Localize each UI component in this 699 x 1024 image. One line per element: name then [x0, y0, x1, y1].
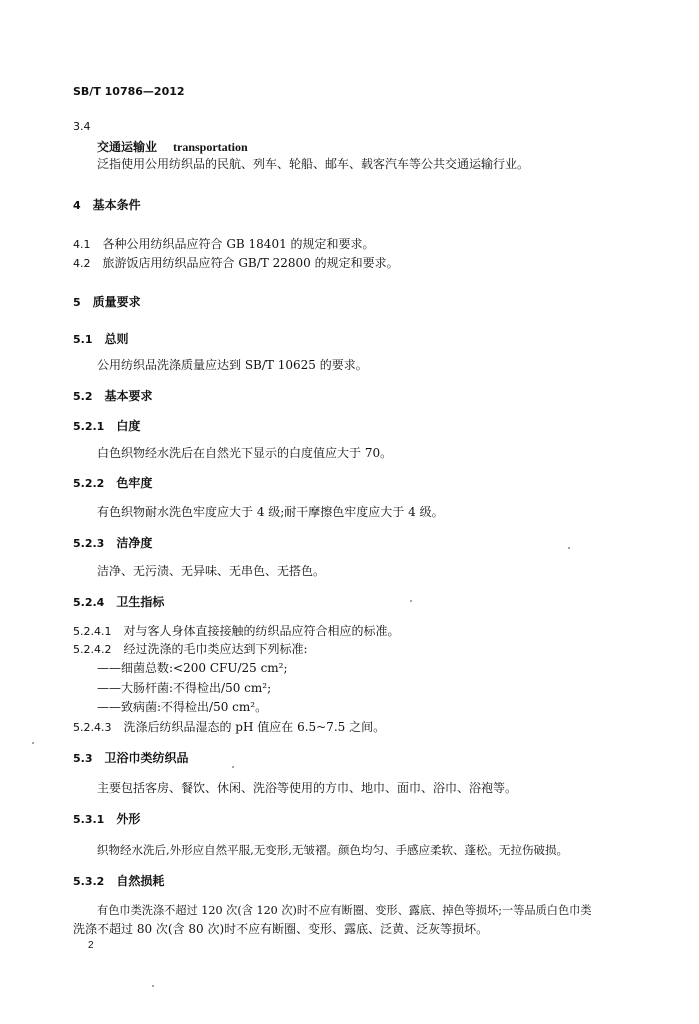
term-heading — [97, 139, 248, 155]
section-5-2-2-heading: 5.2.2 色牢度 — [73, 476, 153, 490]
scan-speck — [568, 547, 570, 549]
scan-speck — [152, 985, 154, 987]
clause-4-2: 4.2 旅游饭店用纺织品应符合 GB/T 22800 的规定和要求。 — [73, 256, 399, 270]
section-5-3-heading: 5.3 卫浴巾类纺织品 — [73, 751, 189, 765]
document-code: SB/T 10786—2012 — [73, 85, 185, 98]
section-4-heading: 4 基本条件 — [73, 198, 141, 212]
clause-5-2-4-3: 5.2.4.3 洗涤后纺织品湿态的 pH 值应在 6.5~7.5 之间。 — [73, 720, 386, 734]
section-5-2-3-heading: 5.2.3 洁净度 — [73, 536, 153, 550]
section-5-3-2-heading: 5.3.2 自然损耗 — [73, 874, 165, 888]
term-chinese: 交通运输业 — [97, 140, 158, 154]
section-5-2-heading: 5.2 基本要求 — [73, 389, 153, 403]
section-5-1-text: 公用纺织品洗涤质量应达到 SB/T 10625 的要求。 — [97, 358, 368, 372]
term-english: transportation — [173, 140, 248, 154]
section-3-4-number: 3.4 — [73, 120, 91, 133]
clause-5-2-4-2: 5.2.4.2 经过洗涤的毛巾类应达到下列标准: — [73, 642, 308, 656]
clause-5-2-4-1: 5.2.4.1 对与客人身体直接接触的纺织品应符合相应的标准。 — [73, 624, 400, 638]
section-5-2-1-text: 白色织物经水洗后在自然光下显示的白度值应大于 70。 — [97, 446, 393, 460]
list-item: ——细菌总数:<200 CFU/25 cm²; — [97, 661, 288, 675]
scan-speck — [32, 742, 34, 744]
section-5-3-text: 主要包括客房、餐饮、休闲、洗浴等使用的方巾、地巾、面巾、浴巾、浴袍等。 — [97, 781, 518, 795]
section-5-1-heading: 5.1 总则 — [73, 332, 129, 346]
section-5-3-2-text-line1: 有色巾类洗涤不超过 120 次(含 120 次)时不应有断圈、变形、露底、掉色等损坏;一等品质白色巾类 — [97, 904, 592, 917]
term-definition: 泛指使用公用纺织品的民航、列车、轮船、邮车、载客汽车等公共交通运输行业。 — [97, 157, 530, 171]
section-5-2-3-text: 洁净、无污渍、无异味、无串色、无搭色。 — [97, 564, 326, 578]
section-5-3-2-text-line2: 洗涤不超过 80 次(含 80 次)时不应有断圈、变形、露底、泛黄、泛灰等损坏。 — [73, 922, 489, 936]
list-item: ——致病菌:不得检出/50 cm²。 — [97, 700, 268, 714]
section-5-3-1-text: 织物经水洗后,外形应自然平服,无变形,无皱褶。颜色均匀、手感应柔软、蓬松。无拉伤破损。 — [97, 843, 568, 857]
section-5-3-1-heading: 5.3.1 外形 — [73, 812, 141, 826]
scan-speck — [410, 600, 412, 602]
clause-4-1: 4.1 各种公用纺织品应符合 GB 18401 的规定和要求。 — [73, 237, 375, 251]
section-5-heading: 5 质量要求 — [73, 295, 141, 309]
page-number: 2 — [88, 940, 94, 951]
scan-speck — [232, 766, 234, 768]
list-item: ——大肠杆菌:不得检出/50 cm²; — [97, 681, 272, 695]
section-5-2-2-text: 有色织物耐水洗色牢度应大于 4 级;耐干摩擦色牢度应大于 4 级。 — [97, 505, 444, 519]
section-5-2-4-heading: 5.2.4 卫生指标 — [73, 595, 165, 609]
section-5-2-1-heading: 5.2.1 白度 — [73, 419, 141, 433]
